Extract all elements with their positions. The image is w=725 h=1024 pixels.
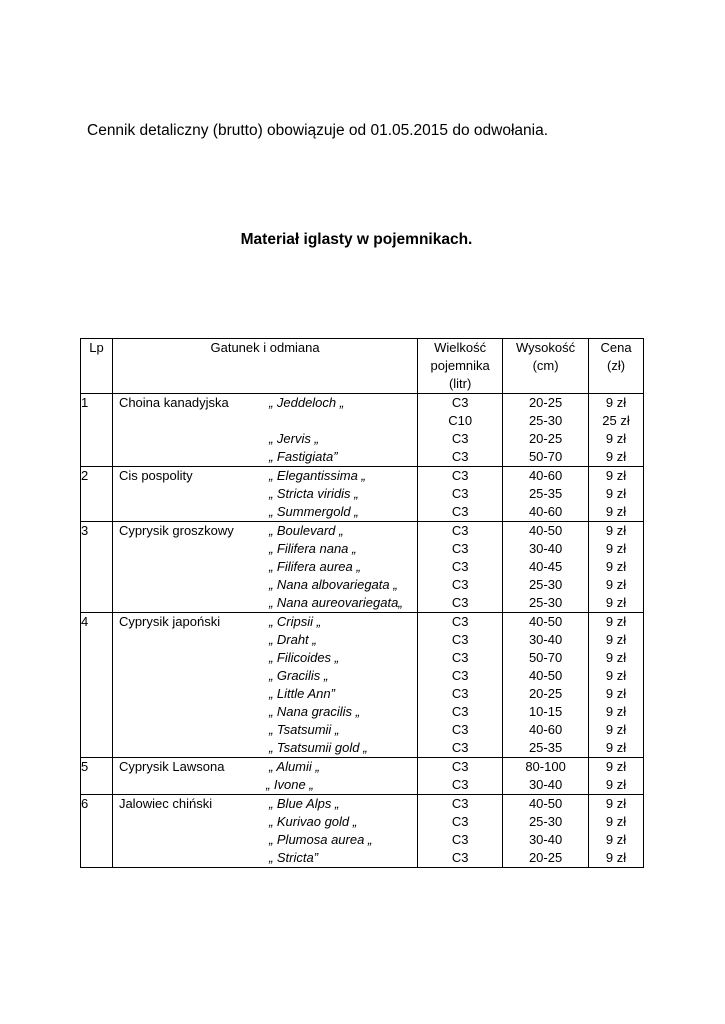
price-value: 9 zł [605,395,627,410]
species-line [113,522,417,540]
size-value: C3 [451,850,469,865]
table-row [81,795,644,868]
cultivar-name: „ Boulevard „ [268,523,344,538]
table-row [81,613,644,758]
height-value: 25-35 [528,486,563,501]
species-line [113,594,417,612]
species-cell [112,613,417,758]
height-cell [503,522,589,613]
price-value: 9 zł [605,832,627,847]
cultivar-name: „ Fastigiata” [268,449,338,464]
price-value: 9 zł [605,850,627,865]
table-row [81,467,644,522]
row-number: 4 [81,613,113,758]
size-value: C3 [451,704,469,719]
cultivar-name: „ Gracilis „ [268,668,329,683]
cultivar-name: „ Nana aureovariegata„ [268,595,403,610]
size-value: C3 [451,431,469,446]
table-row [81,522,644,613]
size-value: C3 [451,668,469,683]
species-line [113,667,417,685]
table-header-row [81,339,644,394]
height-value: 80-100 [525,759,566,774]
species-line [113,503,417,521]
species-line [113,412,417,430]
cultivar-name: „ Cripsii „ [268,614,321,629]
price-value: 9 zł [605,523,627,538]
size-value: C3 [451,740,469,755]
header-species: Gatunek i odmiana [112,339,417,394]
cultivar-name: „ Alumii „ [268,759,320,774]
height-cell [503,467,589,522]
cultivar-name: „ Plumosa aurea „ [268,832,373,847]
height-cell [503,394,589,467]
container-size-cell [418,467,503,522]
cultivar-name: „ Draht „ [268,632,317,647]
height-cell [503,613,589,758]
cultivar-name: „ Jervis „ [268,431,319,446]
row-number: 3 [81,522,113,613]
cultivar-name: „ Jeddeloch „ [268,395,345,410]
price-cell [589,613,644,758]
price-value: 9 zł [605,595,627,610]
table-body [81,394,644,868]
species-line [113,394,417,412]
species-line [113,795,417,813]
cultivar-name: „ Filifera aurea „ [268,559,361,574]
height-value: 25-30 [528,577,563,592]
genus-name: Cyprysik japoński [118,614,221,629]
size-value: C3 [451,541,469,556]
species-line [113,758,417,776]
cultivar-name: „ Filifera nana „ [268,541,357,556]
price-value: 9 zł [605,504,627,519]
price-cell [589,394,644,467]
genus-name: Cyprysik Lawsona [118,759,225,774]
header-height: Wysokość (cm) [503,339,589,394]
height-value: 20-25 [528,850,563,865]
size-value: C3 [451,759,469,774]
price-value: 9 zł [605,740,627,755]
price-value: 9 zł [605,686,627,701]
species-cell [112,522,417,613]
species-line [113,649,417,667]
size-value: C3 [451,595,469,610]
height-value: 40-60 [528,504,563,519]
height-value: 20-25 [528,686,563,701]
header-lp: Lp [81,339,113,394]
size-value: C3 [451,468,469,483]
price-value: 9 zł [605,559,627,574]
price-cell [589,758,644,795]
species-line [113,849,417,867]
cultivar-name: „ Nana albovariegata „ [268,577,398,592]
cultivar-name: „ Blue Alps „ [268,796,340,811]
species-line [113,776,417,794]
price-value: 9 zł [605,722,627,737]
species-line [113,813,417,831]
height-value: 40-50 [528,796,563,811]
table-row [81,758,644,795]
price-value: 9 zł [605,449,627,464]
cultivar-name: „ Elegantissima „ [268,468,366,483]
height-cell [503,758,589,795]
row-number: 5 [81,758,113,795]
price-value: 9 zł [605,796,627,811]
height-cell [503,795,589,868]
height-value: 25-30 [528,413,563,428]
height-value: 10-15 [528,704,563,719]
row-number: 1 [81,394,113,467]
size-value: C3 [451,832,469,847]
height-value: 30-40 [528,832,563,847]
section-heading-text: Materiał iglasty w pojemnikach. [240,231,473,248]
price-value: 9 zł [605,632,627,647]
species-line [113,467,417,485]
price-cell [589,795,644,868]
size-value: C10 [448,413,473,428]
size-value: C3 [451,614,469,629]
height-value: 30-40 [528,541,563,556]
cultivar-name: „ Tsatsumii „ [268,722,340,737]
species-line [113,558,417,576]
height-value: 40-60 [528,722,563,737]
price-value: 9 zł [605,759,627,774]
price-value: 9 zł [605,814,627,829]
height-value: 20-25 [528,431,563,446]
species-line [113,485,417,503]
species-line [113,430,417,448]
price-list-intro: Cennik detaliczny (brutto) obowiązuje od 01.05.2015 do odwołania. [87,122,548,139]
size-value: C3 [451,523,469,538]
species-line [113,613,417,631]
height-value: 25-30 [528,595,563,610]
species-line [113,576,417,594]
price-value: 25 zł [602,413,630,428]
species-cell [112,394,417,467]
species-line [113,703,417,721]
species-line [113,739,417,757]
species-line [113,831,417,849]
price-table [80,338,644,868]
price-value: 9 zł [605,614,627,629]
container-size-cell [418,522,503,613]
genus-name: Cis pospolity [118,468,193,483]
price-value: 9 zł [605,704,627,719]
cultivar-name: „ Filicoides „ [268,650,340,665]
cultivar-name: „ Summergold „ [268,504,359,519]
size-value: C3 [451,395,469,410]
height-value: 40-45 [528,559,563,574]
height-value: 40-50 [528,614,563,629]
cultivar-name: „ Little Ann” [268,686,335,701]
species-cell [112,467,417,522]
genus-name: Cyprysik groszkowy [118,523,234,538]
height-value: 40-60 [528,468,563,483]
price-cell [589,467,644,522]
cultivar-name: „ Tsatsumii gold „ [268,740,368,755]
height-value: 30-40 [528,777,563,792]
table-row [81,394,644,467]
size-value: C3 [451,559,469,574]
price-value: 9 zł [605,468,627,483]
price-value: 9 zł [605,650,627,665]
price-value: 9 zł [605,777,627,792]
size-value: C3 [451,796,469,811]
size-value: C3 [451,814,469,829]
species-line [113,721,417,739]
cultivar-name: „ Nana gracilis „ [268,704,360,719]
size-value: C3 [451,486,469,501]
size-value: C3 [451,632,469,647]
section-heading [0,231,725,249]
size-value: C3 [451,686,469,701]
height-value: 25-35 [528,740,563,755]
genus-name: Choina kanadyjska [118,395,229,410]
price-value: 9 zł [605,668,627,683]
species-line [113,540,417,558]
species-line [113,685,417,703]
price-value: 9 zł [605,541,627,556]
cultivar-name: „ Stricta” [268,850,319,865]
species-cell [112,758,417,795]
species-line [113,631,417,649]
height-value: 30-40 [528,632,563,647]
height-value: 20-25 [528,395,563,410]
price-value: 9 zł [605,486,627,501]
price-value: 9 zł [605,431,627,446]
species-cell [112,795,417,868]
size-value: C3 [451,504,469,519]
container-size-cell [418,795,503,868]
container-size-cell [418,394,503,467]
cultivar-name: „ Stricta viridis „ [268,486,359,501]
price-value: 9 zł [605,577,627,592]
size-value: C3 [451,650,469,665]
price-cell [589,522,644,613]
container-size-cell [418,613,503,758]
genus-name: Jalowiec chiński [118,796,213,811]
cultivar-name: „ Ivone „ [265,777,314,792]
row-number: 6 [81,795,113,868]
header-container-size: Wielkość pojemnika (litr) [418,339,503,394]
container-size-cell [418,758,503,795]
cultivar-name: „ Kurivao gold „ [268,814,358,829]
species-line [113,448,417,466]
size-value: C3 [451,577,469,592]
height-value: 50-70 [528,650,563,665]
height-value: 40-50 [528,668,563,683]
size-value: C3 [451,449,469,464]
header-price: Cena (zł) [589,339,644,394]
height-value: 25-30 [528,814,563,829]
height-value: 40-50 [528,523,563,538]
size-value: C3 [451,777,469,792]
row-number: 2 [81,467,113,522]
height-value: 50-70 [528,449,563,464]
size-value: C3 [451,722,469,737]
